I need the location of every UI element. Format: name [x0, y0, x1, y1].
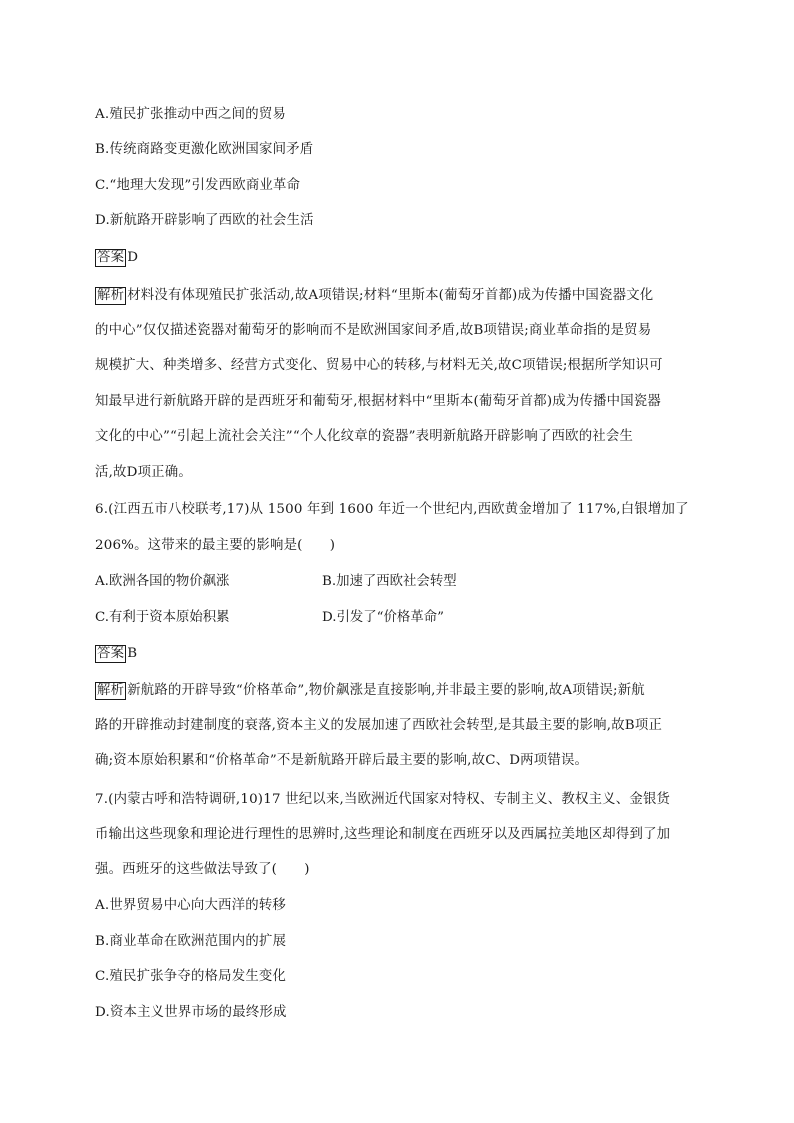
- q5-analysis-line-6: 活,故D项正确。: [95, 465, 192, 480]
- q5-analysis-line-4: 知最早进行新航路开辟的是西班牙和葡萄牙,根据材料中“里斯本(葡萄牙首都)成为传播中国瓷器: [95, 394, 661, 409]
- q7-option-a: A.世界贸易中心向大西洋的转移: [95, 898, 287, 913]
- q5-option-b: B.传统商路变更激化欧洲国家间矛盾: [95, 142, 314, 157]
- q7-stem-line-1: 7.(内蒙古呼和浩特调研,10)17 世纪以来,当欧洲近代国家对特权、专制主义、教权主义、金银货: [95, 792, 671, 807]
- q6-stem-line-2: 206%。这带来的最主要的影响是( ): [95, 538, 336, 553]
- q6-options-row-1: [95, 573, 695, 591]
- q5-analysis-line-1: [95, 287, 653, 305]
- answer-tag: 答案: [97, 646, 125, 661]
- q7-stem-line-3: 强。西班牙的这些做法导致了( ): [95, 862, 310, 877]
- q5-option-a: A.殖民扩张推动中西之间的贸易: [95, 107, 287, 122]
- q7-stem-line-2: 币输出这些现象和理论进行理性的思辨时,这些理论和制度在西班牙以及西属拉美地区却得到了加: [95, 827, 671, 842]
- analysis-tag: 解析: [97, 683, 125, 698]
- q6-stem-line-1: 6.(江西五市八校联考,17)从 1500 年到 1600 年近一个世纪内,西欧黄金增加了 117%,白银增加了: [95, 502, 689, 517]
- q6-answer: [95, 645, 137, 663]
- q7-option-d: D.资本主义世界市场的最终形成: [95, 1005, 287, 1020]
- q6-analysis-line-1: [95, 682, 645, 700]
- q5-analysis-line-2: 的中心”仅仅描述瓷器对葡萄牙的影响而不是欧洲国家间矛盾,故B项错误;商业革命指的是贸易: [95, 323, 652, 338]
- q6-option-a: A.欧洲各国的物价飙涨: [95, 574, 230, 589]
- answer-tag: 答案: [97, 250, 125, 265]
- q5-analysis-line-5: 文化的中心”“引起上流社会关注”“个人化纹章的瓷器”表明新航路开辟影响了西欧的社会生: [95, 429, 634, 444]
- q5-analysis-line-3: 规模扩大、种类增多、经营方式变化、贸易中心的转移,与材料无关,故C项错误;根据所学知识可: [95, 358, 663, 373]
- q6-analysis-line-2: 路的开辟推动封建制度的衰落,资本主义的发展加速了西欧社会转型,是其最主要的影响,故B项正: [95, 718, 663, 733]
- q6-options-row-2: [95, 609, 695, 627]
- q5-option-c: C.“地理大发现”引发西欧商业革命: [95, 178, 301, 193]
- q5-answer: [95, 249, 138, 267]
- q7-option-c: C.殖民扩张争夺的格局发生变化: [95, 969, 287, 984]
- q6-option-b: B.加速了西欧社会转型: [322, 574, 457, 589]
- answer-value: D: [127, 250, 139, 265]
- q6-analysis-line-3: 确;资本原始积累和“价格革命”不是新航路开辟后最主要的影响,故C、D两项错误。: [95, 753, 589, 768]
- analysis-tag: 解析: [97, 288, 125, 303]
- answer-value: B: [127, 646, 138, 661]
- analysis-text: 材料没有体现殖民扩张活动,故A项错误;材料“里斯本(葡萄牙首都)成为传播中国瓷器文化: [127, 288, 654, 303]
- q5-option-d: D.新航路开辟影响了西欧的社会生活: [95, 213, 314, 228]
- q7-option-b: B.商业革命在欧洲范围内的扩展: [95, 934, 287, 949]
- q6-option-d: D.引发了“价格革命”: [322, 610, 444, 625]
- analysis-text: 新航路的开辟导致“价格革命”,物价飙涨是直接影响,并非最主要的影响,故A项错误;新航: [127, 683, 645, 698]
- q6-option-c: C.有利于资本原始积累: [95, 610, 230, 625]
